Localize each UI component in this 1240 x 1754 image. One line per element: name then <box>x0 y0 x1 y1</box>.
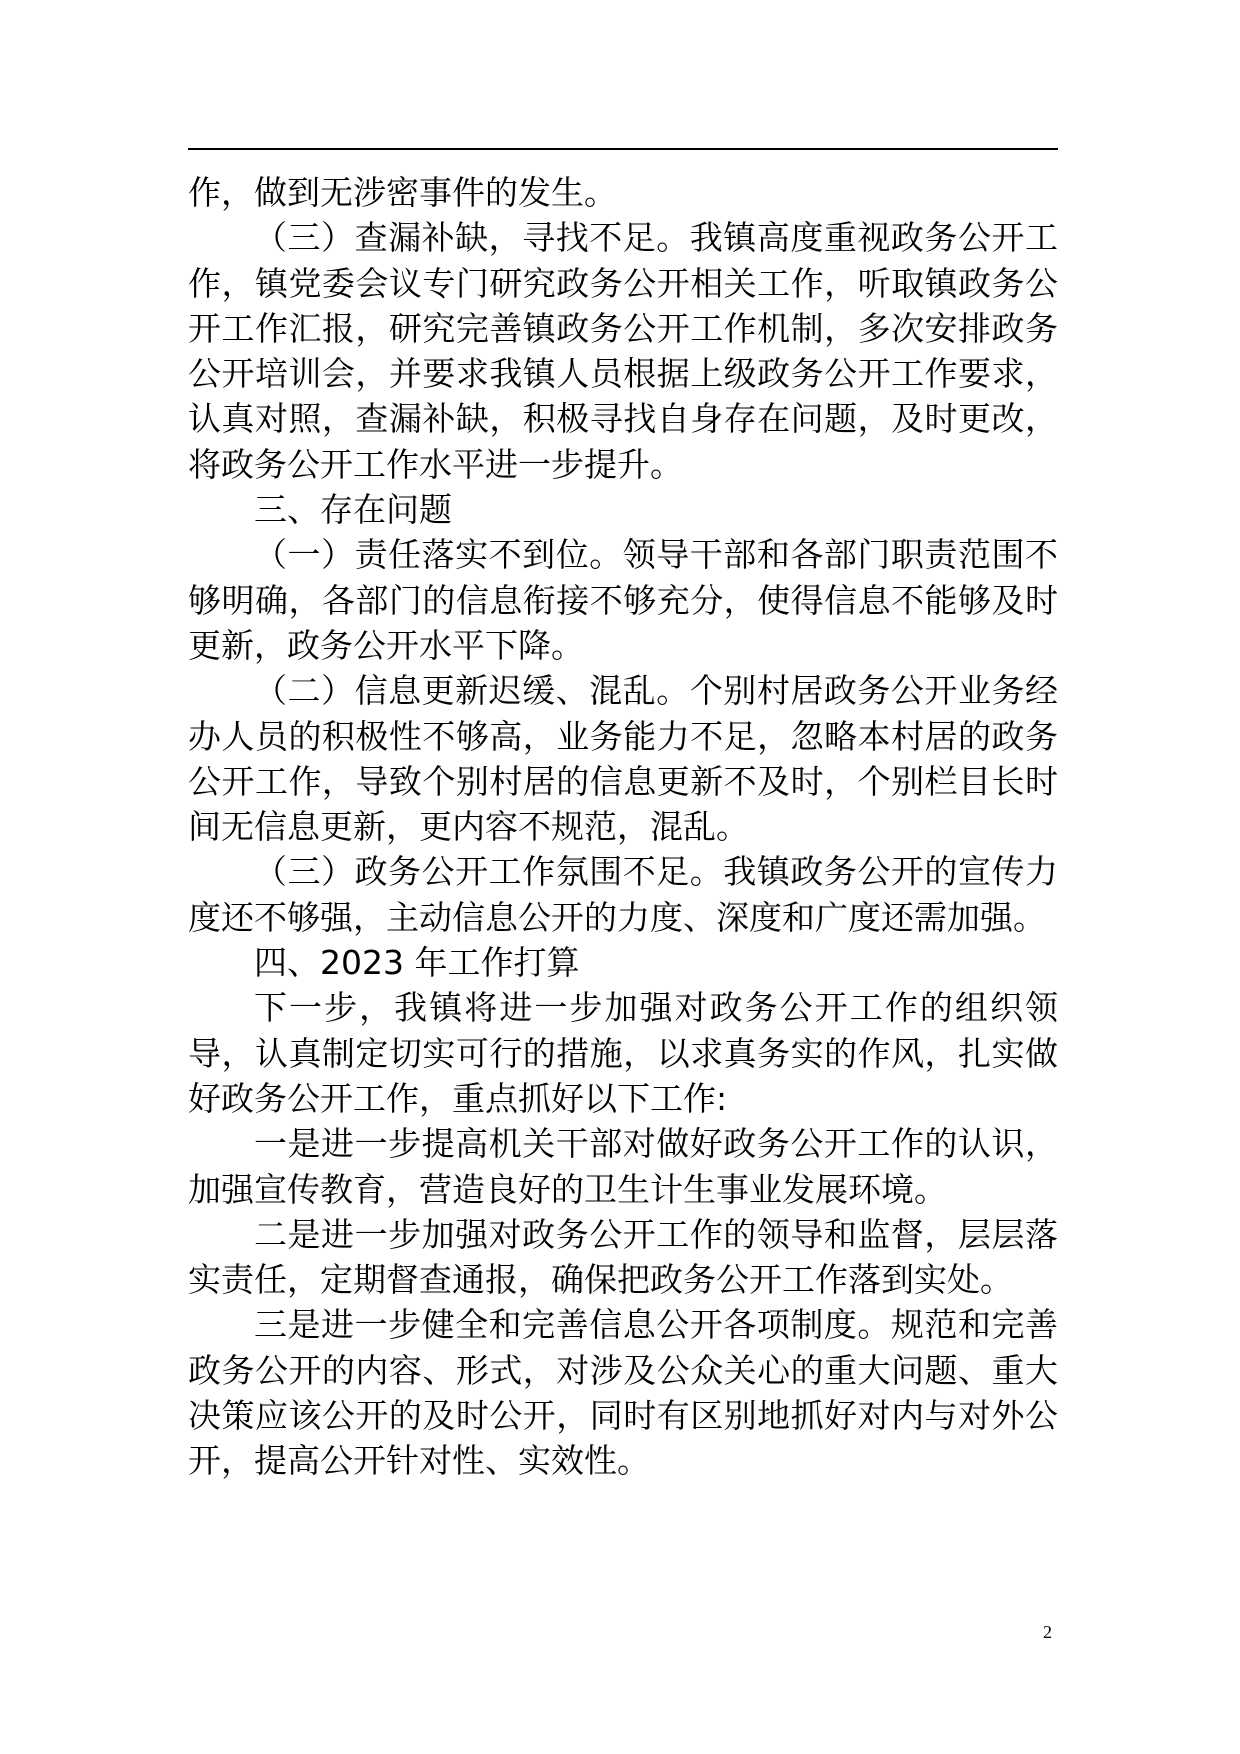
paragraph-8: 下一步，我镇将进一步加强对政务公开工作的组织领导，认真制定切实可行的措施，以求真务实的作风，扎实做好政务公开工作，重点抓好以下工作: <box>188 988 1058 1118</box>
paragraph-1: 作，做到无涉密事件的发生。 <box>188 173 617 212</box>
document-body <box>188 170 1058 1484</box>
paragraph-9: 一是进一步提高机关干部对做好政务公开工作的认识，加强宣传教育，营造良好的卫生计生事业发展环境。 <box>188 1124 1058 1209</box>
header-rule <box>188 148 1058 150</box>
page-number: 2 <box>1043 1622 1052 1642</box>
paragraph-6: （三）政务公开工作氛围不足。我镇政务公开的宣传力度还不够强，主动信息公开的力度、深度和广度还需加强。 <box>188 852 1058 937</box>
section-heading-plan: 四、2023 年工作打算 <box>254 943 580 983</box>
paragraph-11: 三是进一步健全和完善信息公开各项制度。规范和完善政务公开的内容、形式，对涉及公众关心的重大问题、重大决策应该公开的及时公开，同时有区别地抓好对内与对外公开，提高公开针对性、实效性。 <box>188 1305 1058 1481</box>
section-heading-problems: 三、存在问题 <box>254 490 452 530</box>
paragraph-5: （二）信息更新迟缓、混乱。个别村居政务公开业务经办人员的积极性不够高，业务能力不足，忽略本村居的政务公开工作，导致个别村居的信息更新不及时，个别栏目长时间无信息更新，更内容不规范，混乱。 <box>188 671 1058 847</box>
paragraph-2: （三）查漏补缺，寻找不足。我镇高度重视政务公开工作，镇党委会议专门研究政务公开相关工作，听取镇政务公开工作汇报，研究完善镇政务公开工作机制，多次安排政务公开培训会，并要求我镇人员根据上级政务公开工作要求，认真对照，查漏补缺，积极寻找自身存在问题，及时更改，将政务公开工作水平进一步提升。 <box>188 218 1058 484</box>
paragraph-4: （一）责任落实不到位。领导干部和各部门职责范围不够明确，各部门的信息衔接不够充分，使得信息不能够及时更新，政务公开水平下降。 <box>188 535 1058 665</box>
paragraph-10: 二是进一步加强对政务公开工作的领导和监督，层层落实责任，定期督查通报，确保把政务公开工作落到实处。 <box>188 1214 1058 1300</box>
